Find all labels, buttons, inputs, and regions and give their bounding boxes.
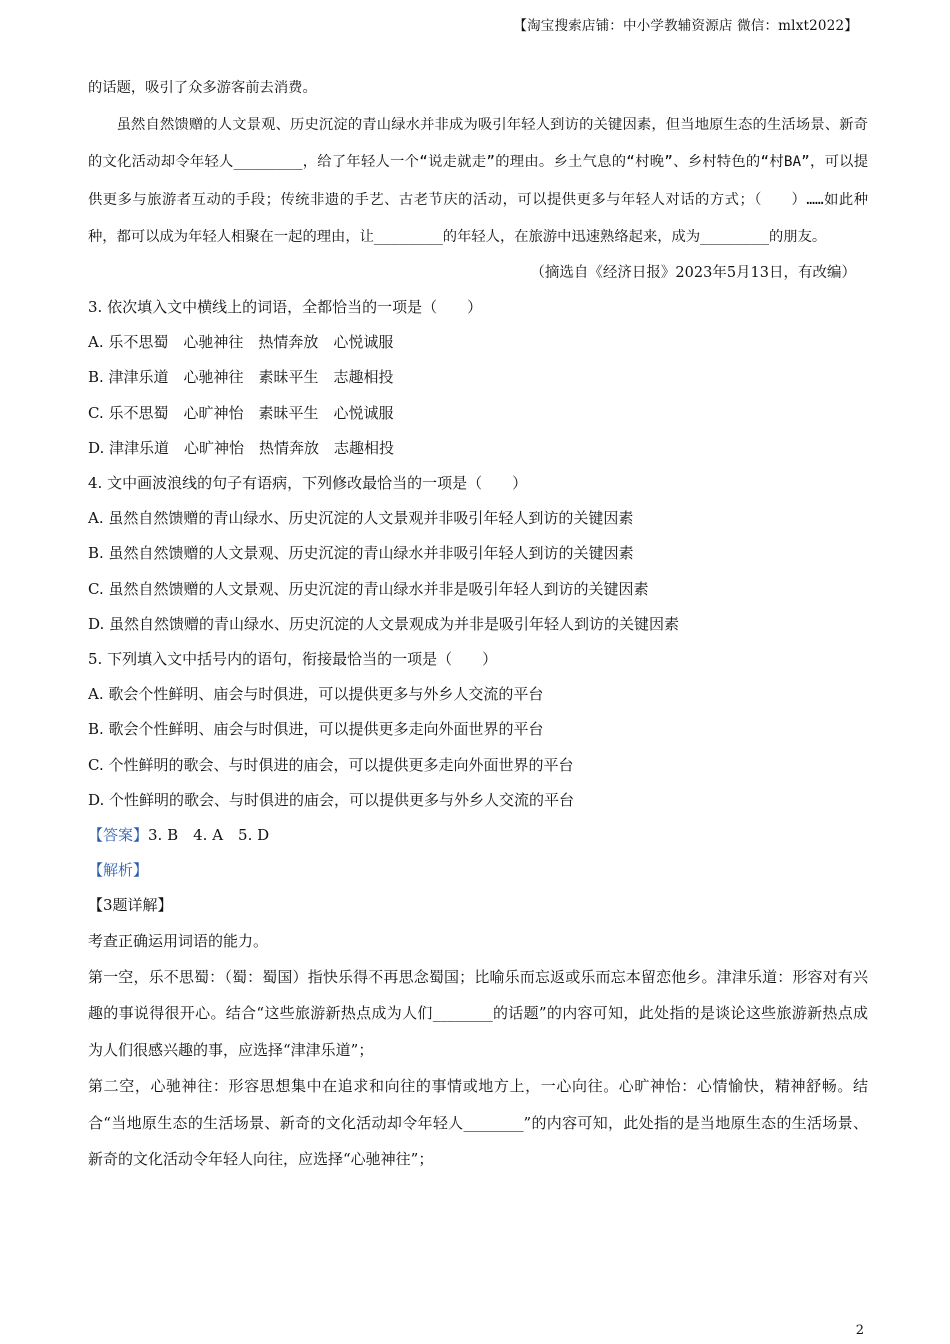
q5-option-c: C. 个性鲜明的歌会、与时俱进的庙会，可以提供更多走向外面世界的平台 xyxy=(88,755,574,774)
q5-option-a: A. 歌会个性鲜明、庙会与时俱进，可以提供更多与外乡人交流的平台 xyxy=(88,685,544,704)
passage-source: （摘选自《经济日报》2023年5月13日，有改编） xyxy=(530,265,856,282)
q5-option-d: D. 个性鲜明的歌会、与时俱进的庙会，可以提供更多与外乡人交流的平台 xyxy=(88,790,575,809)
detail-heading: 【3题详解】 xyxy=(88,896,173,915)
q5-option-b: B. 歌会个性鲜明、庙会与时俱进，可以提供更多走向外面世界的平台 xyxy=(88,720,544,739)
analysis-label: 【解析】 xyxy=(88,861,149,880)
answer-line xyxy=(88,818,868,853)
q3-option-d: D. 津津乐道 心旷神怡 热情奔放 志趣相投 xyxy=(88,438,395,457)
q4-option-c: C. 虽然自然馈赠的人文景观、历史沉淀的青山绿水并非是吸引年轻人到访的关键因素 xyxy=(88,579,649,598)
document-body xyxy=(88,70,868,1178)
detail-paragraph-2: 第二空，心驰神往：形容思想集中在追求和向往的事情或地方上，一心向往。心旷神怡：心情愉快，精神舒畅。结合“当地原生态的生活场景、新奇的文化活动却令年轻人________”的内容可知，此处指的是当地原生态的生活场景、新奇的文化活动令年轻人向往，应选择“心驰神往”； xyxy=(88,1077,868,1169)
q3-option-a: A. 乐不思蜀 心驰神往 热情奔放 心悦诚服 xyxy=(88,333,394,352)
q4-option-b: B. 虽然自然馈赠的人文景观、历史沉淀的青山绿水并非吸引年轻人到访的关键因素 xyxy=(88,544,634,563)
q4-option-a: A. 虽然自然馈赠的青山绿水、历史沉淀的人文景观并非吸引年轻人到访的关键因素 xyxy=(88,509,634,528)
answer-value: 3. B 4. A 5. D xyxy=(148,826,270,845)
q3-option-c: C. 乐不思蜀 心旷神怡 素昧平生 心悦诚服 xyxy=(88,403,394,422)
q4-stem: 4. 文中画波浪线的句子有语病，下列修改最恰当的一项是（ ） xyxy=(88,474,528,493)
answer-label: 【答案】 xyxy=(88,826,149,845)
q3-stem: 3. 依次填入文中横线上的词语，全都恰当的一项是（ ） xyxy=(88,298,483,317)
passage-paragraph-2: 虽然自然馈赠的人文景观、历史沉淀的青山绿水并非成为吸引年轻人到访的关键因素，但当地原生态的生活场景、新奇的文化活动却令年轻人________，给了年轻人一个“说走就走”的理由。乡土气息的“村晚”、乡村特色的“村BA”，可以提供更多与旅游者互动的手段；传统非遗的手艺、古老节庆的活动，可以提供更多与年轻人对话的方式；（ ）……如此种种，都可以成为年轻人相聚在一起的理由，让________的年轻人，在旅游中迅速熟络起来，成为________的朋友。 xyxy=(88,117,868,245)
passage-paragraph-1: 的话题，吸引了众多游客前去消费。 xyxy=(88,80,317,96)
q5-stem: 5. 下列填入文中括号内的语句，衔接最恰当的一项是（ ） xyxy=(88,650,498,669)
q4-option-d: D. 虽然自然馈赠的青山绿水、历史沉淀的人文景观成为并非是吸引年轻人到访的关键因素 xyxy=(88,614,680,633)
q3-option-b: B. 津津乐道 心驰神往 素昧平生 志趣相投 xyxy=(88,368,394,387)
detail-intro: 考查正确运用词语的能力。 xyxy=(88,931,269,950)
page-number: 2 xyxy=(855,1323,864,1338)
detail-paragraph-1: 第一空，乐不思蜀：（蜀：蜀国）指快乐得不再思念蜀国；比喻乐而忘返或乐而忘本留恋他乡。津津乐道：形容对有兴趣的事说得很开心。结合“这些旅游新热点成为人们________的话题”的内容可知，此处指的是谈论这些旅游新热点成为人们很感兴趣的事，应选择“津津乐道”； xyxy=(88,967,868,1059)
page-header-banner: 【淘宝搜索店铺：中小学教辅资源店 微信：mlxt2022】 xyxy=(513,18,858,34)
